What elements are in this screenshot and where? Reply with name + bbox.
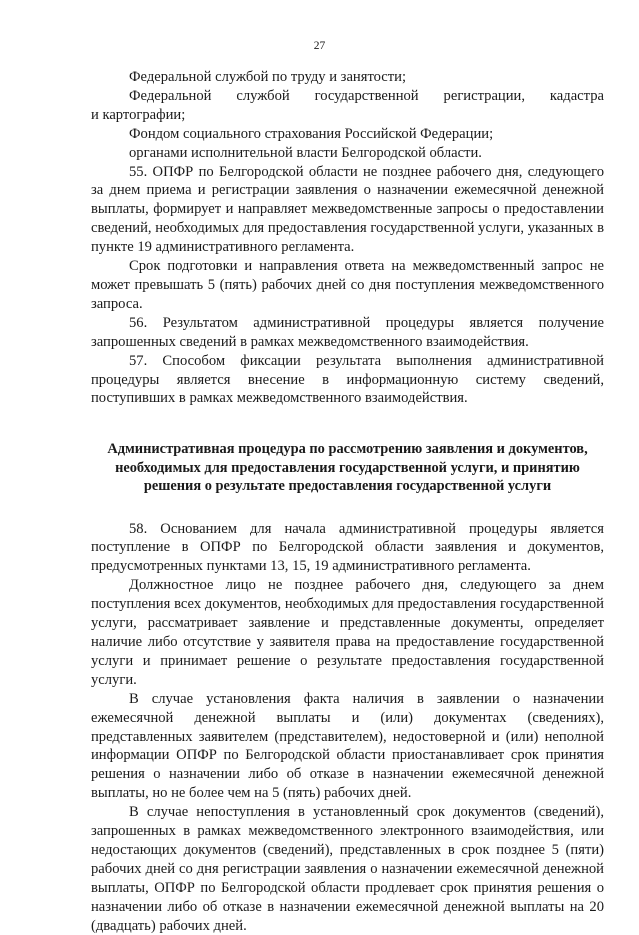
paragraph-58: 58. Основанием для начала административной процедуры является поступление в ОПФР по Белгородской области заявления и документов, предусмотренных пунктами 13, 15, 19 административного регламента. [91, 520, 604, 575]
page-number: 27 [313, 40, 326, 52]
list-item-rosreestr-line1: Федеральной службой государственной регистрации, кадастра [129, 87, 604, 104]
paragraph-58-review: Должностное лицо не позднее рабочего дня, следующего за днем поступления всех документов, необходимых для предоставления государственной услуги, рассматривает заявление и представленные документы, определяет наличие либо отсутствие у заявителя права на предоставление государственной услуги и принимает решение о результате предоставления государственной услуги. [91, 577, 604, 688]
paragraph-56: 56. Результатом административной процедуры является получение запрошенных сведений в рамках межведомственного взаимодействия. [91, 314, 604, 350]
paragraph-58-extension: В случае непоступления в установленный срок документов (сведений), запрошенных в рамках межведомственного электронного взаимодействия, или недостающих документов (сведений), представленных в срок позднее 5 (пяти) рабочих дней со дня регистрации заявления о назначении ежемесячной денежной выплаты, ОПФР по Белгородской области продлевает срок принятия решения о назначении либо об отказе в назначении ежемесячной денежной выплаты на 20 (двадцать) рабочих дней. [91, 804, 604, 934]
section-heading-line2: необходимых для предоставления государственной услуги, и принятию [115, 459, 580, 476]
list-item-fss: Фондом социального страхования Российской Федерации; [129, 125, 494, 142]
section-heading [91, 440, 604, 495]
section-heading-line1: Административная процедура по рассмотрению заявления и документов, [107, 441, 588, 458]
section-heading-line3: решения о результате предоставления государственной услуги [143, 478, 552, 495]
list-item-rosreestr-line2: и картографии; [91, 106, 186, 123]
list-item-regional-authorities: органами исполнительной власти Белгородской области. [129, 144, 482, 161]
paragraph-55-deadline: Срок подготовки и направления ответа на межведомственный запрос не может превышать 5 (пять) рабочих дней со дня поступления межведомственного запроса. [91, 258, 604, 312]
document-body [91, 68, 604, 935]
paragraph-58-suspension: В случае установления факта наличия в заявлении о назначении ежемесячной денежной выплаты и (или) документах (сведениях), представленных заявителем (представителем), недостоверной и (или) неполной информации ОПФР по Белгородской области приостанавливает срок принятия решения о назначении либо об отказе в назначении ежемесячной денежной выплаты, но не более чем на 5 (пять) рабочих дней. [91, 690, 604, 802]
list-item-rostrud: Федеральной службой по труду и занятости; [129, 69, 407, 85]
paragraph-55: 55. ОПФР по Белгородской области не позднее рабочего дня, следующего за днем приема и регистрации заявления о назначении ежемесячной денежной выплаты, формирует и направляет межведомственные запросы о предоставлении сведений, необходимых для предоставления государственной услуги, указанных в пункте 19 административного регламента. [91, 163, 604, 256]
paragraph-57: 57. Способом фиксации результата выполнения административной процедуры является внесение в информационную систему сведений, поступивших в рамках межведомственного взаимодействия. [91, 352, 604, 407]
